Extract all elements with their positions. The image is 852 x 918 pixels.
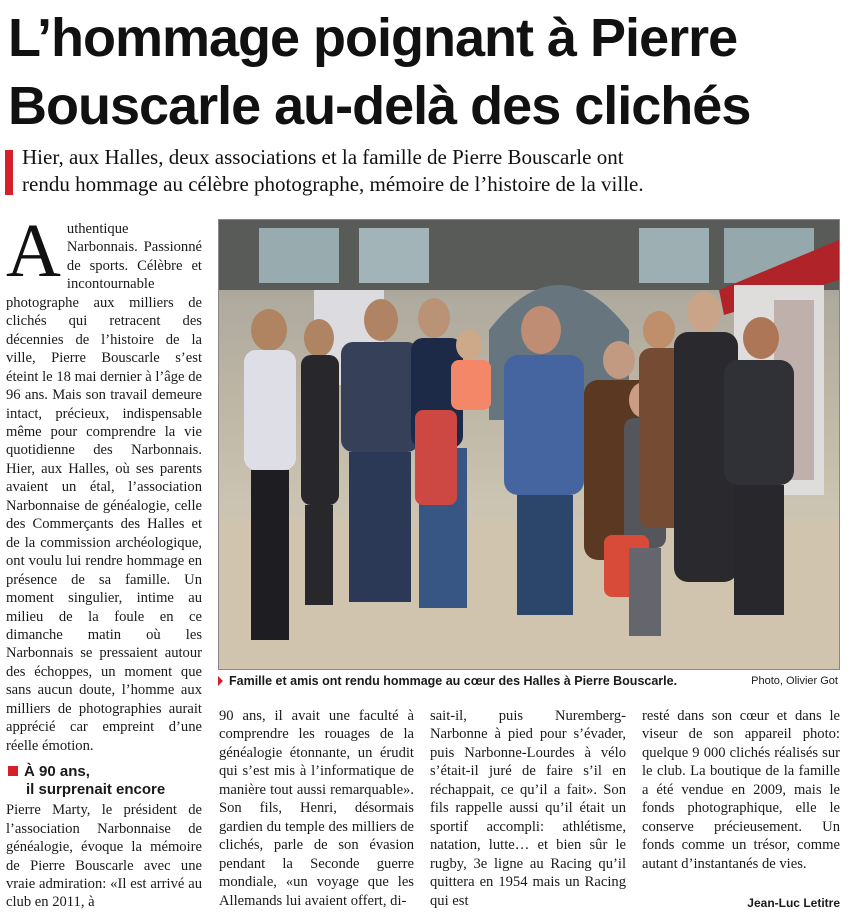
headline (8, 4, 844, 140)
body-paragraph-1: uthentique Narbonnais. Passionné de sports. Célèbre et incontournable photographe aux milliers de clichés qui retracent des décennies de l’histoire de la ville, Pierre Bouscarle s’est éteint le 18 mai dernier à l’âge de 96 ans. Mais son travail demeure intact, précieux, indispensable même pour comprendre la vie quotidienne des Narbonnais. Hier, aux Halles, où ses parents avaient un étal, l’association Narbonnaise de généalogie, celle des Commerçants des Halles et de la commission archéologique, ont voulu lui rendre hommage en présence de sa famille. Un moment singulier, intime au milieu de la foule en ce dimanche matin où les Narbonnais se pressaient autour des échoppes, un moment que sans aucun doute, l’homme aux milliers de photographies aurait apprécié car empreint d’une réelle émotion. (6, 221, 202, 754)
subheading (6, 763, 202, 799)
photo-credit: Photo, Olivier Got (751, 675, 838, 687)
photo-caption (218, 672, 842, 690)
headline-line-2: Bouscarle au-delà des clichés (8, 76, 751, 136)
group-photo (218, 219, 840, 670)
article-column-3 (430, 707, 626, 910)
body-paragraph-5: resté dans son cœur et dans le viseur de son appareil photo: quelque 9 000 clichés réalisés sur le club. La boutique de la famille a été vendue en 2009, mais le fonds photographique, elle le conserve précieusement. Un fonds comme un trésor, comme autant d’instantanés de vies. (642, 708, 840, 872)
article-column-4 (642, 707, 840, 873)
headline-line-1: L’hommage poignant à Pierre (8, 8, 738, 68)
dropcap: A (6, 209, 61, 293)
byline: Jean-Luc Letitre (747, 896, 840, 910)
article-column-1 (6, 209, 202, 912)
body-paragraph-3: 90 ans, il avait une faculté à comprendre les rouages de la généalogie étonnante, un érudit qui s’est mis à l’informatique de manière tout aussi remarquable». Son fils, Henri, désormais gardien du temple des milliers de clichés, parle de son évasion pendant la Seconde guerre mondiale, «un voyage que les Allemands lui avaient offert, di- (219, 708, 414, 909)
article-column-2 (219, 707, 414, 910)
subheading-line-2: il surprenait encore (26, 781, 166, 799)
lede-accent-bar (5, 150, 13, 195)
caption-marker (218, 676, 223, 686)
lede (22, 144, 848, 198)
subheading-line-1: À 90 ans, (24, 763, 90, 781)
body-paragraph-2: Pierre Marty, le président de l’association Narbonnaise de généalogie, évoque la mémoire de Pierre Bouscarle avec une vraie admiration: «Il est arrivé au club en 2011, à (6, 802, 202, 911)
lede-line-1: Hier, aux Halles, deux associations et la famille de Pierre Bouscarle ont (22, 145, 624, 169)
body-paragraph-4: sait-il, puis Nuremberg-Narbonne à pied pour s’évader, puis Narbonne-Lourdes à vélo s’était-il juré de faire s’il en réchappait, ce qu’il a fait». Son fils rappelle aussi qu’il était un sportif accompli: athlétisme, natation, lutte… et bien sûr le rugby, 3e ligne au Racing qu’il quittera en 1954 mais un Racing qui est (430, 708, 626, 909)
lede-line-2: rendu hommage au célèbre photographe, mémoire de l’histoire de la ville. (22, 172, 644, 196)
caption-text: Famille et amis ont rendu hommage au cœur des Halles à Pierre Bouscarle. (229, 674, 678, 688)
subheading-marker (8, 766, 18, 776)
